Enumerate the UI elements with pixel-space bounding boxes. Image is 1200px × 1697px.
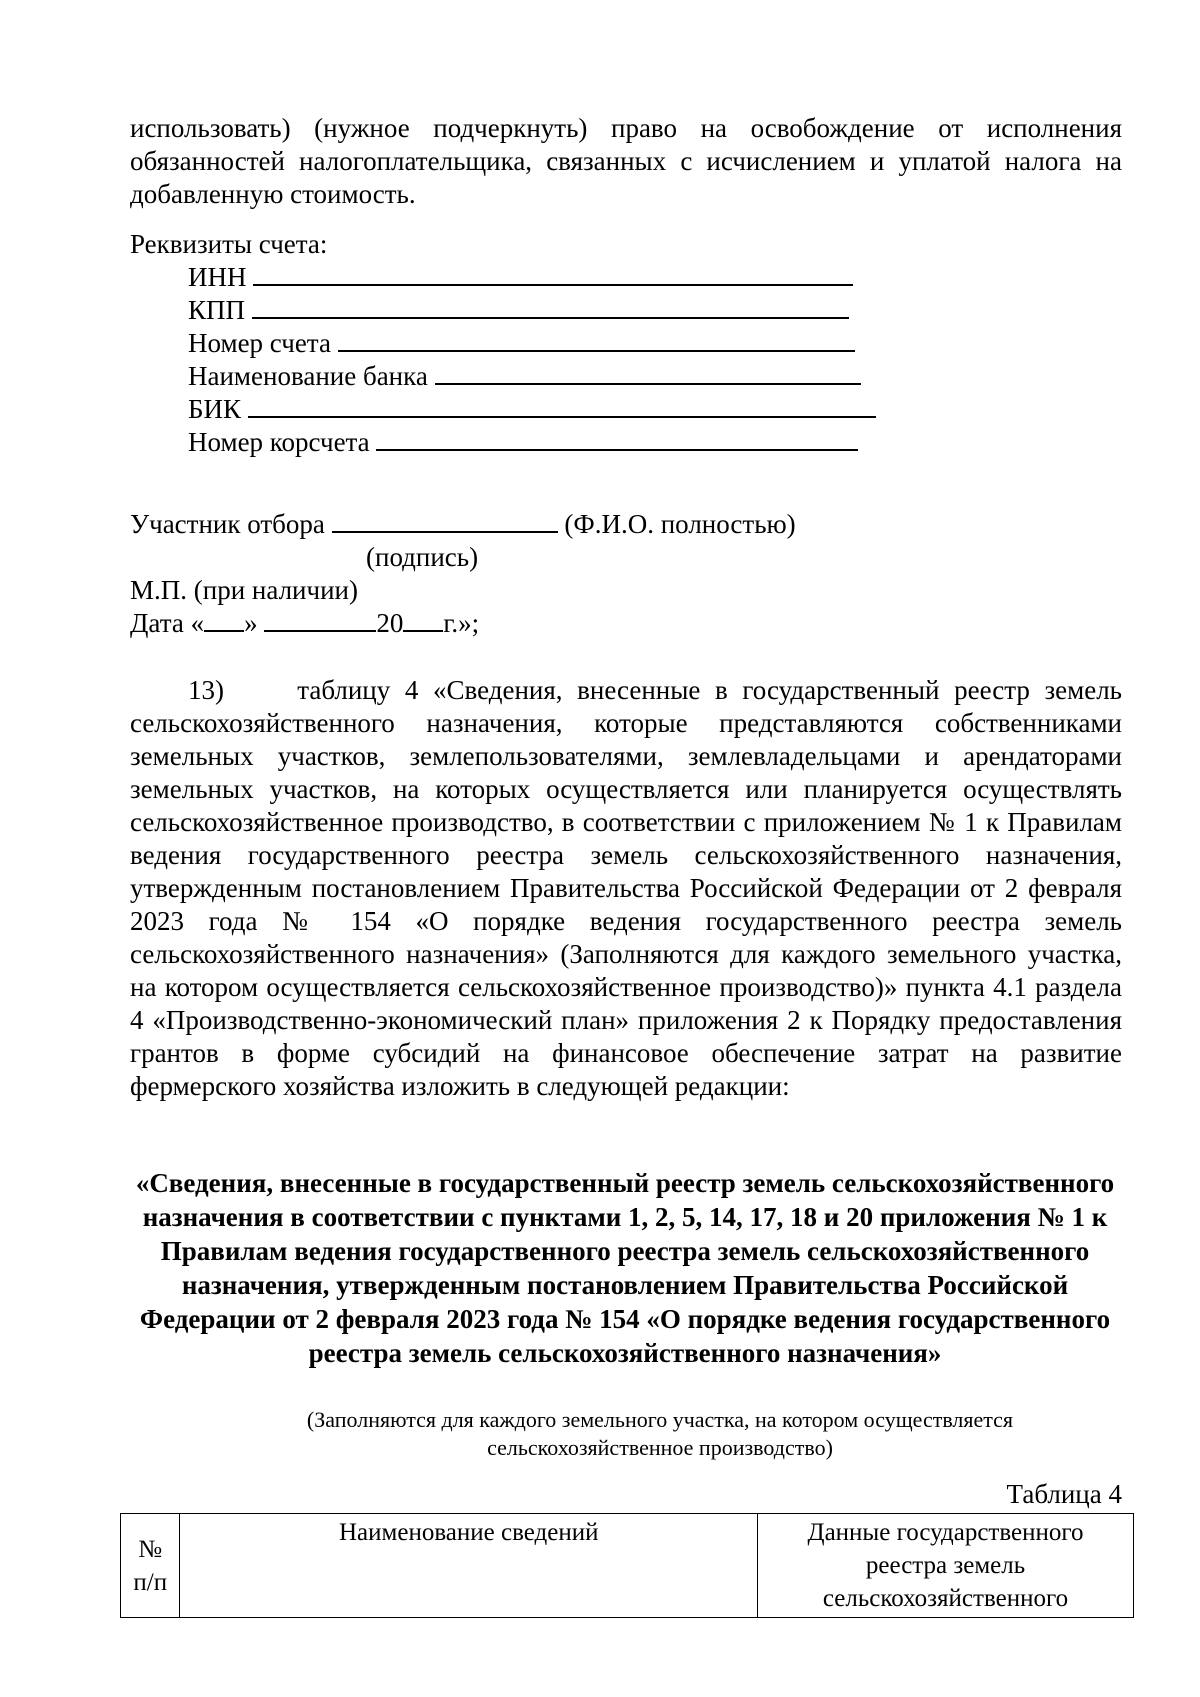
bank-name-label: Наименование банка — [188, 361, 428, 391]
bank-name-row — [188, 360, 861, 393]
inn-blank — [253, 262, 853, 286]
header-name: Наименование сведений — [180, 1514, 758, 1618]
corr-account-blank — [376, 427, 858, 451]
bik-row — [188, 393, 876, 426]
requisites-title: Реквизиты счета: — [130, 229, 328, 259]
bik-label: БИК — [188, 394, 242, 424]
corr-account-row — [188, 426, 858, 459]
stamp-label: М.П. (при наличии) — [130, 575, 358, 605]
inn-row — [188, 261, 853, 294]
kpp-blank — [252, 295, 849, 319]
date-mid: » — [244, 608, 258, 638]
participant-label: Участник отбора — [130, 509, 325, 539]
date-year: 20 — [376, 608, 404, 638]
intro-paragraph: использовать) (нужное подчеркнуть) право на освобождение от исполнения обязанностей налогоплательщика, связанных с исчислением и уплатой налога на добавленную стоимость. — [130, 113, 1122, 209]
bik-blank — [248, 394, 876, 418]
date-row — [130, 607, 479, 640]
date-suffix: г.»; — [443, 608, 480, 638]
bank-name-blank — [435, 361, 861, 385]
item-13-text: таблицу 4 «Сведения, внесенные в государственный реестр земель сельскохозяйственного назначения, которые представляются собственниками земельных участков, землепользователями, землевладельцами и арендаторами земельных участков, на которых осуществляется или планируется осуществлять сельскохозяйственное производство, в соответствии с приложением № 1 к Правилам ведения государственного реестра земель сельскохозяйственного назначения, утвержденным постановлением Правительства Российской Федерации от 2 февраля 2023 года № 154 «О порядке ведения государственного реестра земель сельскохозяйственного назначения» (Заполняются для каждого земельного участка, на котором осуществляется сельскохозяйственное производство)» пункта 4.1 раздела 4 «Производственно-экономический план» приложения 2 к Порядку предоставления грантов в форме субсидий на финансовое обеспечение затрат на развитие фермерского хозяйства изложить в следующей редакции: — [130, 675, 1122, 1101]
signature-blank — [332, 509, 558, 533]
inn-label: ИНН — [188, 262, 247, 292]
item-13-number: 13) — [188, 675, 224, 705]
header-num: № п/п — [121, 1514, 180, 1618]
date-year-blank — [403, 608, 443, 632]
corr-account-label: Номер корсчета — [188, 427, 370, 457]
table-caption: Таблица 4 — [1006, 1479, 1122, 1509]
date-month-blank — [264, 608, 376, 632]
table-header-row — [121, 1514, 1134, 1618]
kpp-label: КПП — [188, 295, 246, 325]
participant-row — [130, 508, 796, 541]
date-prefix: Дата « — [130, 608, 205, 638]
fio-label: (Ф.И.О. полностью) — [564, 509, 796, 539]
table-heading: «Сведения, внесенные в государственный реестр земель сельскохозяйственного назначения в соответствии с пунктами 1, 2, 5, 14, 17, 18 и 20 приложения № 1 к Правилам ведения государственного реестра земель сельскохозяйственного назначения, утвержденным постановлением Правительства Российской Федерации от 2 февраля 2023 года № 154 «О порядке ведения государственного реестра земель сельскохозяйственного назначения» — [135, 1168, 1115, 1368]
table-note: (Заполняются для каждого земельного участка, на котором осуществляется сельскохозяйственное производство) — [306, 1407, 1014, 1460]
account-number-row — [188, 327, 855, 360]
header-data: Данные государственного реестра земель сельскохозяйственного — [758, 1514, 1134, 1618]
account-number-blank — [338, 328, 855, 352]
account-number-label: Номер счета — [188, 328, 331, 358]
kpp-row — [188, 294, 849, 327]
table-4 — [120, 1513, 1134, 1618]
item-13-paragraph — [130, 674, 1122, 1103]
date-day-blank — [204, 608, 244, 632]
sign-caption: (подпись) — [366, 542, 479, 572]
